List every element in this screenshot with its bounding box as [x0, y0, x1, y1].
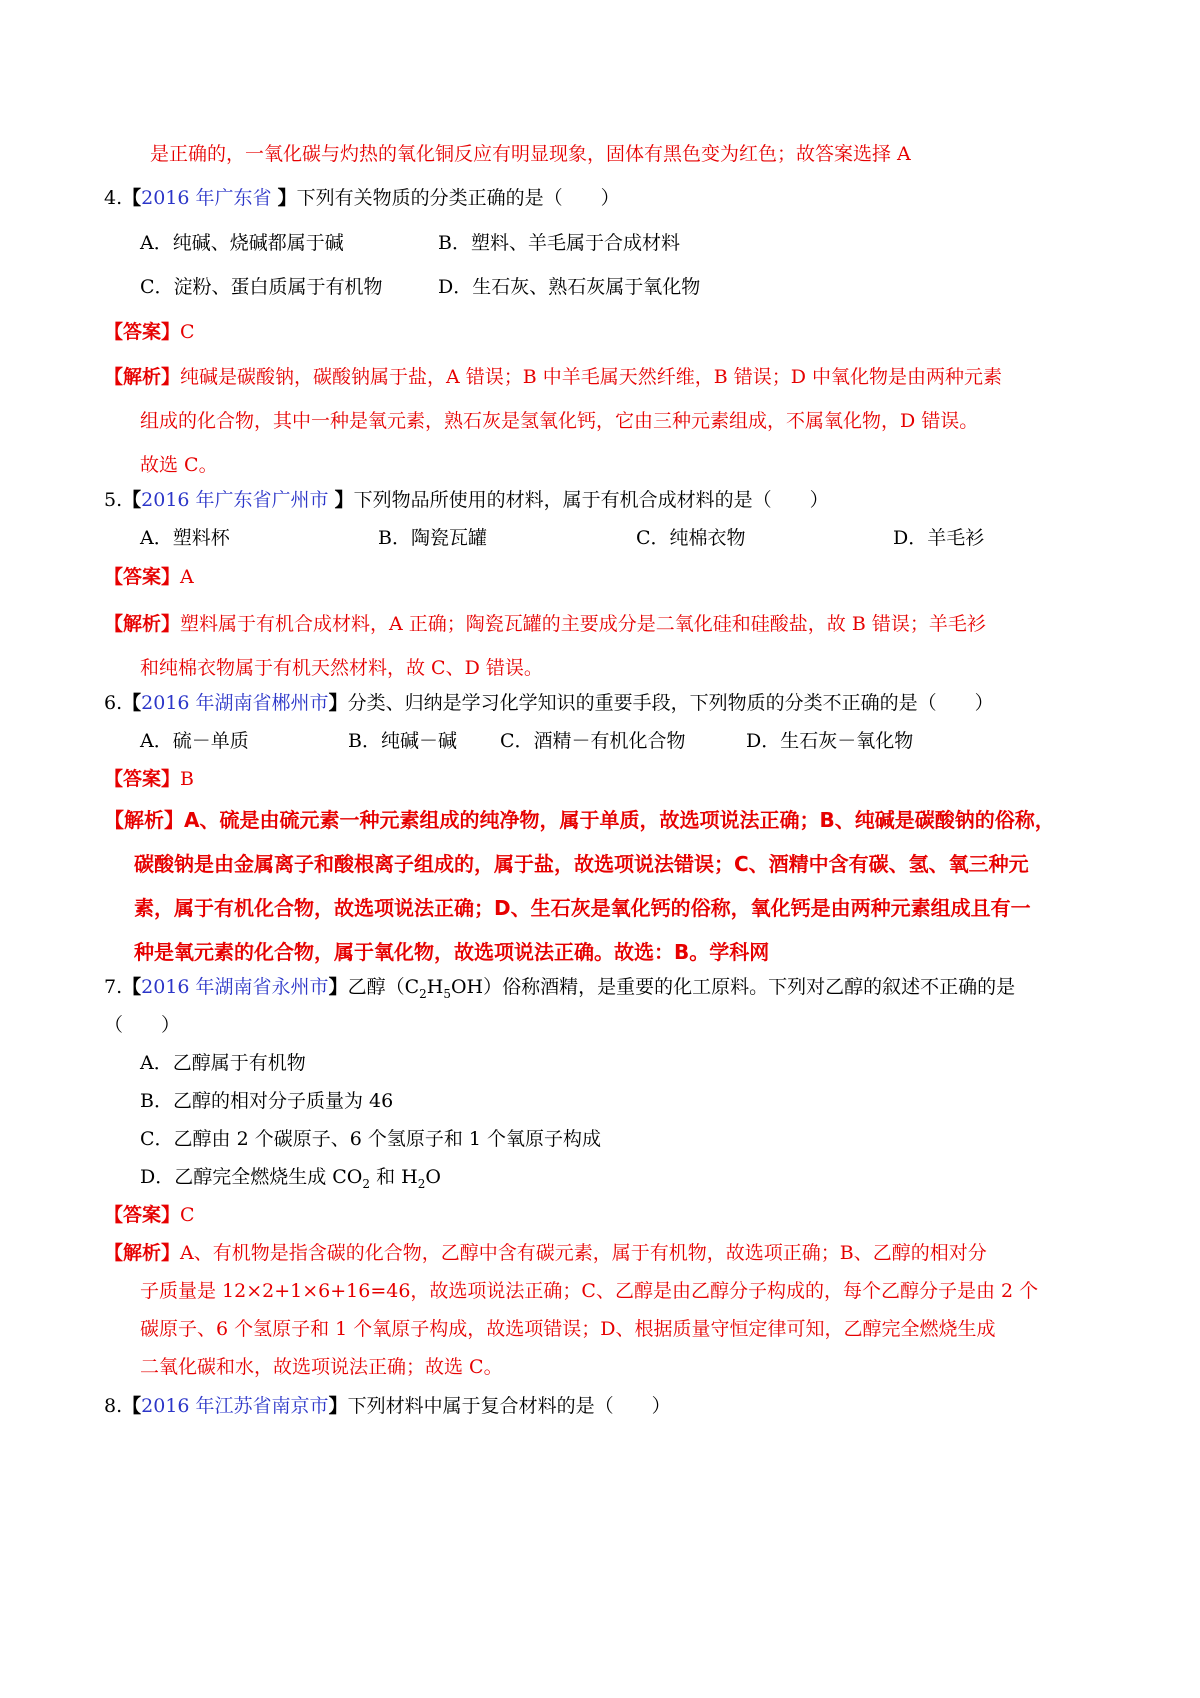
question-text: 下列有关物质的分类正确的是（ ）: [296, 187, 620, 209]
analysis-label: 【解析】: [104, 808, 184, 832]
q4-analysis-line-3: 故选 C。: [140, 454, 218, 476]
source-bracket-open: 【: [122, 489, 142, 511]
q7-analysis-line-1: 【解析】A、有机物是指含碳的化合物，乙醇中含有碳元素，属于有机物，故选项正确；B、乙醇的相对分: [104, 1242, 987, 1264]
answer-value: C: [180, 1204, 195, 1226]
q4-option-c: C．淀粉、蛋白质属于有机物: [140, 276, 383, 298]
q7-option-c: C．乙醇由 2 个碳原子、6 个氢原子和 1 个氧原子构成: [140, 1128, 602, 1150]
source-bracket-close: 】: [328, 692, 348, 714]
q7-option-b: B．乙醇的相对分子质量为 46: [140, 1090, 394, 1112]
q6-option-b: B．纯碱－碱: [348, 730, 457, 752]
question-source: 2016 年广东省广州市: [141, 489, 335, 511]
source-bracket-open: 【: [122, 1395, 142, 1417]
analysis-label: 【解析】: [104, 613, 181, 635]
q6-analysis-line-3: 素，属于有机化合物，故选项说法正确；D、生石灰是氧化钙的俗称，氧化钙是由两种元素组成且有一: [134, 896, 1031, 920]
question-text: 下列物品所使用的材料，属于有机合成材料的是（ ）: [353, 489, 829, 511]
answer-label: 【答案】: [104, 768, 181, 790]
question-source: 2016 年广东省: [141, 187, 278, 209]
q7-analysis-line-4: 二氧化碳和水，故选项说法正确；故选 C。: [140, 1356, 503, 1378]
question-4-stem: [104, 187, 620, 210]
q4-answer: [104, 321, 195, 344]
question-7-stem-wrap: （ ）: [104, 1014, 181, 1036]
q5-answer: [104, 566, 194, 589]
question-number: 8.: [104, 1395, 123, 1417]
answer-label: 【答案】: [104, 1204, 181, 1226]
answer-value: B: [180, 768, 194, 790]
q7-answer: [104, 1204, 195, 1227]
question-source: 2016 年湖南省郴州市: [141, 692, 329, 714]
q7-option-d: D．乙醇完全燃烧生成 $CO_2$ 和 $H_2O$: [140, 1166, 441, 1191]
q7-analysis-line-3: 碳原子、6 个氢原子和 1 个氧原子构成，故选项错误；D、根据质量守恒定律可知，乙醇完全燃烧生成: [140, 1318, 996, 1340]
question-source: 2016 年江苏省南京市: [141, 1395, 329, 1417]
source-bracket-close: 】: [328, 976, 348, 998]
q7-option-a: A．乙醇属于有机物: [140, 1052, 306, 1074]
answer-value: A: [180, 566, 194, 588]
q4-analysis-line-1: 【解析】纯碱是碳酸钠，碳酸钠属于盐，A 错误；B 中羊毛属天然纤维，B 错误；D 中氧化物是由两种元素: [104, 366, 1003, 388]
q5-option-d: D．羊毛衫: [893, 527, 985, 549]
question-8-stem: [104, 1395, 671, 1418]
source-bracket-close: 】: [277, 187, 297, 209]
q6-option-d: D．生石灰－氧化物: [746, 730, 914, 752]
q5-option-c: C．纯棉衣物: [636, 527, 746, 549]
source-bracket-close: 】: [334, 489, 354, 511]
question-number: 5.: [104, 489, 123, 511]
q6-option-c: C．酒精－有机化合物: [500, 730, 686, 752]
question-number: 7.: [104, 976, 123, 998]
question-number: 6.: [104, 692, 123, 714]
q4-option-d: D．生石灰、熟石灰属于氧化物: [438, 276, 701, 298]
q5-option-b: B．陶瓷瓦罐: [378, 527, 487, 549]
q4-option-a: A．纯碱、烧碱都属于碱: [140, 232, 344, 254]
q5-option-a: A．塑料杯: [140, 527, 230, 549]
q7-analysis-line-2: 子质量是 12×2+1×6+16=46，故选项说法正确；C、乙醇是由乙醇分子构成的，每个乙醇分子是由 2 个: [140, 1280, 1039, 1302]
answer-label: 【答案】: [104, 321, 181, 343]
question-text: 下列材料中属于复合材料的是（ ）: [347, 1395, 671, 1417]
question-source: 2016 年湖南省永州市: [141, 976, 329, 998]
q4-analysis-line-2: 组成的化合物，其中一种是氧元素，熟石灰是氢氧化钙，它由三种元素组成，不属氧化物，D 错误。: [140, 410, 979, 432]
q6-answer: [104, 768, 194, 791]
q6-analysis-line-2: 碳酸钠是由金属离子和酸根离子组成的，属于盐，故选项说法错误；C、酒精中含有碳、氢、氧三种元: [134, 852, 1029, 876]
source-bracket-close: 】: [328, 1395, 348, 1417]
q5-analysis-line-1: 【解析】塑料属于有机合成材料，A 正确；陶瓷瓦罐的主要成分是二氧化硅和硅酸盐，故 B 错误；羊毛衫: [104, 613, 986, 635]
q5-analysis-line-2: 和纯棉衣物属于有机天然材料，故 C、D 错误。: [140, 657, 543, 679]
q6-option-a: A．硫－单质: [140, 730, 249, 752]
answer-label: 【答案】: [104, 566, 181, 588]
analysis-continuation: 是正确的，一氧化碳与灼热的氧化铜反应有明显现象，固体有黑色变为红色；故答案选择 A: [150, 143, 911, 165]
question-number: 4.: [104, 187, 123, 209]
question-text: 乙醇$(C_2H_5OH)$俗称酒精，是重要的化工原料。下列对乙醇的叙述不正确的是: [347, 976, 1016, 1001]
q6-analysis-line-4: 种是氧元素的化合物，属于氧化物，故选项说法正确。故选：B。学科网: [134, 940, 770, 964]
source-bracket-open: 【: [122, 692, 142, 714]
question-6-stem: [104, 692, 994, 715]
source-bracket-open: 【: [122, 976, 142, 998]
source-bracket-open: 【: [122, 187, 142, 209]
answer-value: C: [180, 321, 195, 343]
question-7-stem: [104, 976, 1015, 1001]
question-text: 分类、归纳是学习化学知识的重要手段，下列物质的分类不正确的是（ ）: [347, 692, 994, 714]
question-5-stem: [104, 489, 829, 512]
analysis-label: 【解析】: [104, 366, 181, 388]
q6-analysis-line-1: 【解析】A、硫是由硫元素一种元素组成的纯净物，属于单质，故选项说法正确；B、纯碱是碳酸钠的俗称，: [104, 808, 1055, 832]
q4-option-b: B．塑料、羊毛属于合成材料: [438, 232, 680, 254]
analysis-label: 【解析】: [104, 1242, 181, 1264]
